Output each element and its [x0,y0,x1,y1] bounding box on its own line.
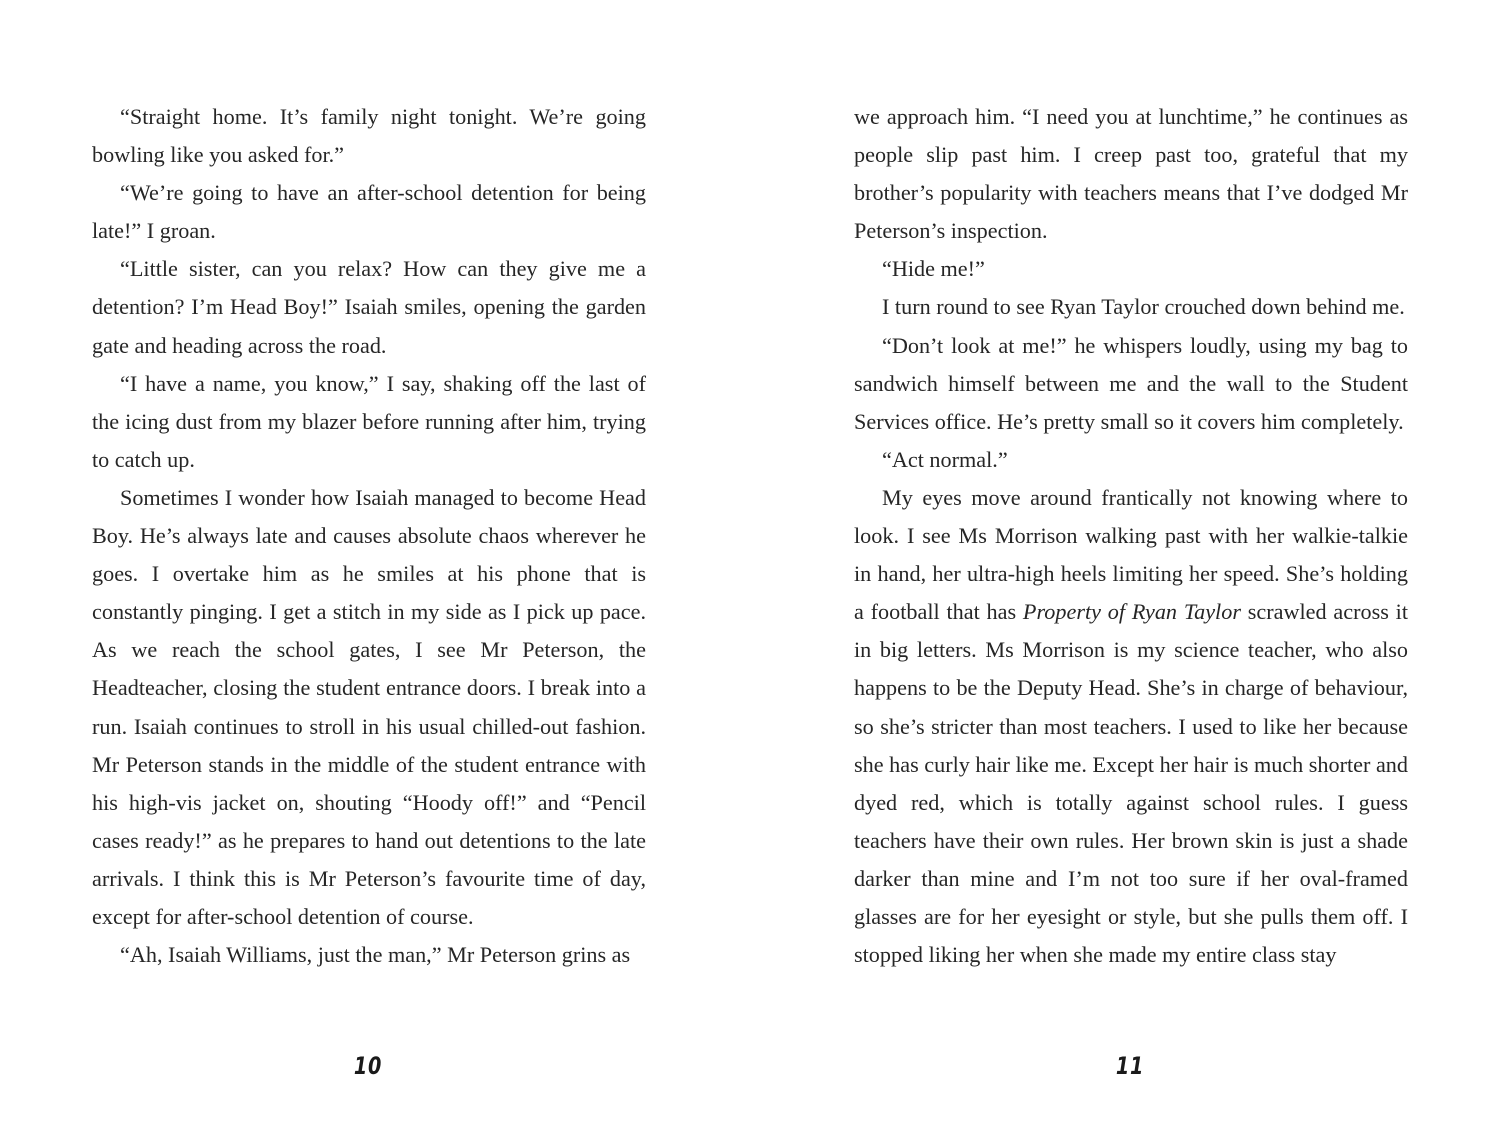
paragraph-text-before: My eyes move around frantically not knowing where to look. I see Ms Morrison walking past with her walkie-talkie in hand, her ultra-high heels limiting her speed. She’s holding a football that has [854,484,1408,625]
page-number-left: 10 [353,1052,383,1080]
paragraph: “We’re going to have an after-school detention for being late!” I groan. [92,180,646,244]
italic-title-text: Property of Ryan Taylor [1022,599,1241,625]
paragraph: “I have a name, you know,” I say, shaking off the last of the icing dust from my blazer before running after him, trying to catch up. [92,370,646,472]
paragraph: “Ah, Isaiah Williams, just the man,” Mr Peterson grins as [120,942,631,968]
paragraph: Sometimes I wonder how Isaiah managed to become Head Boy. He’s always late and causes absolute chaos wherever he goes. I overtake him as he smiles at his phone that is constantly pinging. I get a stitch in my side as I pick up pace. As we reach the school gates, I see Mr Peterson, the Headteacher, closing the student entrance doors. I break into a run. Isaiah continues to stroll in his usual chilled-out fashion. Mr Peterson stands in the middle of the student entrance with his high-vis jacket on, shouting “Hoody off!” and “Pencil cases ready!” as he prepares to hand out detentions to the late arrivals. I think this is Mr Peterson’s favourite time of day, except for after-school detention of course. [92,484,646,929]
paragraph [854,479,1408,974]
continued-paragraph: we approach him. “I need you at lunchtime,” he continues as people slip past him. I creep past too, grateful that my brother’s popularity with teachers means that I’ve dodged Mr Peterson’s inspection. [854,104,1408,244]
paragraph: “Act normal.” [882,446,1008,472]
paragraph-text-after: scrawled across it in big letters. Ms Morrison is my science teacher, who also happens to be the Deputy Head. She’s in charge of behaviour, so she’s stricter than most teachers. I used to like her because she has curly hair like me. Except her hair is much shorter and dyed red, which is totally against school rules. I guess teachers have their own rules. Her brown skin is just a shade darker than mine and I’m not too sure if her oval-framed glasses are for her eyesight or style, but she pulls them off. I stopped liking her when she made my entire class stay [854,599,1408,968]
right-page [854,98,1408,974]
paragraph: “Straight home. It’s family night tonight. We’re going bowling like you asked for.” [92,104,646,168]
left-page [92,98,646,974]
page-number-right: 11 [1115,1052,1145,1080]
paragraph: I turn round to see Ryan Taylor crouched down behind me. [882,294,1405,320]
paragraph: “Hide me!” [882,256,985,282]
paragraph: “Don’t look at me!” he whispers loudly, using my bag to sandwich himself between me and the wall to the Student Services office. He’s pretty small so it covers him completely. [854,332,1408,434]
paragraph: “Little sister, can you relax? How can they give me a detention? I’m Head Boy!” Isaiah smiles, opening the garden gate and heading across the road. [92,256,646,358]
